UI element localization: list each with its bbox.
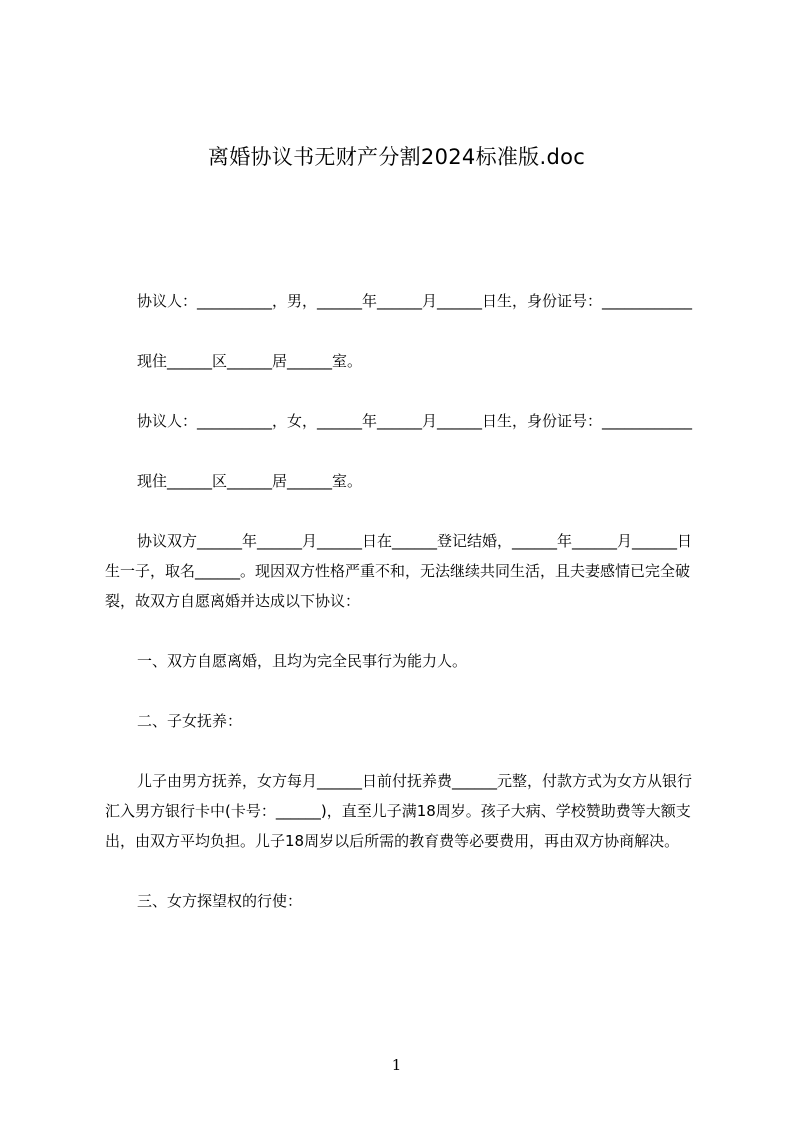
party-male-address: 现住______区______居______室。 <box>137 352 363 370</box>
page-number: 1 <box>391 1056 402 1074</box>
party-female-info: 协议人：__________，女，______年______月______日生，身份证号：____________ <box>137 412 693 430</box>
clause-2-heading: 二、子女抚养： <box>137 712 243 730</box>
document-title: 离婚协议书无财产分割2024标准版.doc <box>207 145 586 169</box>
clause-3-heading: 三、女方探望权的行使： <box>137 892 303 910</box>
document-body <box>105 286 700 946</box>
clause-2-body: 儿子由男方抚养，女方每月______日前付抚养费______元整，付款方式为女方从银行汇入男方银行卡中(卡号：______)，直至儿子满18周岁。孩子大病、学校赞助费等大额支出，由双方平均负担。儿子18周岁以后所需的教育费等必要费用，再由双方协商解决。 <box>105 772 693 850</box>
clause-1: 一、双方自愿离婚，且均为完全民事行为能力人。 <box>137 652 468 670</box>
party-female-address: 现住______区______居______室。 <box>137 472 363 490</box>
party-male-info: 协议人：__________，男，______年______月______日生，身份证号：____________ <box>137 292 693 310</box>
marriage-statement: 协议双方______年______月______日在______登记结婚，______年______月______日生一子，取名______。现因双方性格严重不和，无法继续共同生活，且夫妻感情已完全破裂，故双方自愿离婚并达成以下协议： <box>105 532 693 610</box>
